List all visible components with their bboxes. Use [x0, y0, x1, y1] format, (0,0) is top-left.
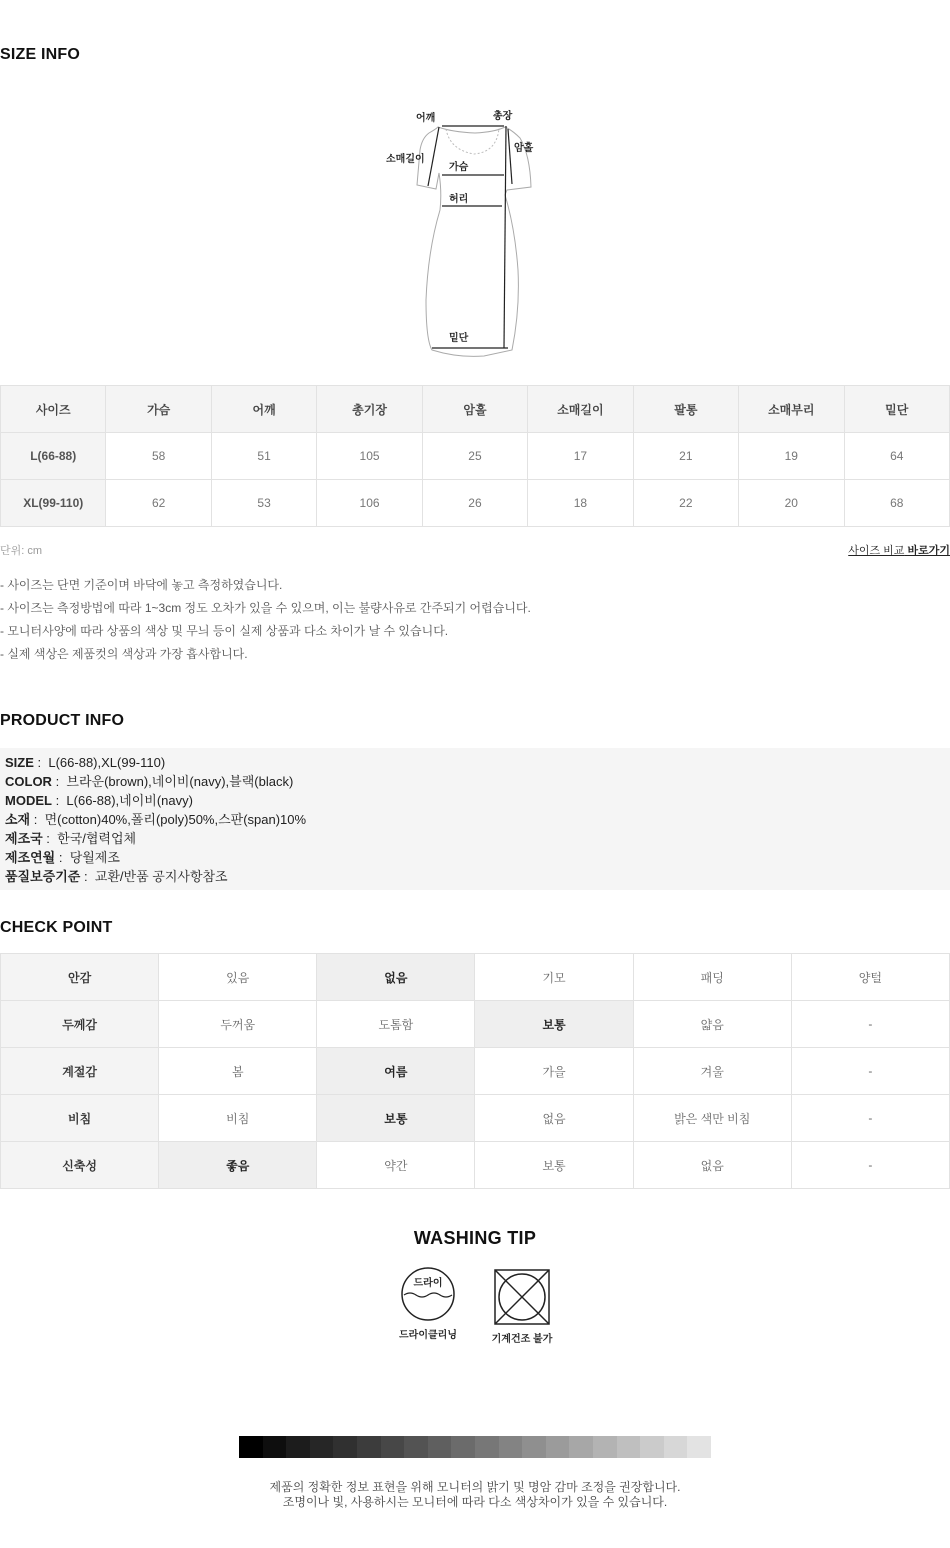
size-table-header: 소매길이 [528, 386, 633, 433]
check-point-option: 있음 [159, 954, 317, 1001]
grayscale-swatch [286, 1436, 310, 1458]
size-table-header: 소매부리 [739, 386, 844, 433]
grayscale-swatch [333, 1436, 357, 1458]
product-info-item: 소재 : 면(cotton)40%,폴리(poly)50%,스판(span)10% [5, 812, 307, 827]
check-point-label: 두께감 [1, 1001, 159, 1048]
size-notes [0, 574, 531, 666]
product-info-box [0, 748, 950, 890]
grayscale-swatch [475, 1436, 499, 1458]
grayscale-swatch [664, 1436, 688, 1458]
grayscale-swatch [357, 1436, 381, 1458]
disclaimer-line: 제품의 정확한 정보 표현을 위해 모니터의 밝기 및 명암 감마 조정을 권장합니다. [269, 1480, 681, 1494]
grayscale-swatch [499, 1436, 523, 1458]
size-table-header: 가슴 [106, 386, 211, 433]
check-point-option: 없음 [633, 1142, 791, 1189]
table-cell: 18 [528, 480, 633, 527]
check-point-option: 겨울 [633, 1048, 791, 1095]
check-point-option: 얇음 [633, 1001, 791, 1048]
table-row [1, 480, 950, 527]
product-info-value: 브라운(brown),네이비(navy),블랙(black) [66, 774, 294, 789]
dry-clean-label: 드라이클리닝 [399, 1330, 457, 1341]
table-row [1, 433, 950, 480]
waist-label: 허리 [449, 194, 469, 205]
check-point-option: 기모 [475, 954, 633, 1001]
check-point-option: 밝은 색만 비침 [633, 1095, 791, 1142]
washing-tip-title: WASHING TIP [413, 1228, 537, 1248]
table-row [1, 1048, 950, 1095]
size-note: - 실제 색상은 제품컷의 색상과 가장 흡사합니다. [0, 647, 248, 661]
product-info-label: 품질보증기준 [5, 869, 81, 884]
table-cell: 58 [106, 433, 211, 480]
product-info-label: 소재 [5, 812, 31, 827]
table-cell: 105 [317, 433, 422, 480]
check-point-table [0, 953, 950, 1189]
product-info-label: COLOR [5, 774, 52, 789]
product-info-value: 한국/협력업체 [57, 831, 137, 846]
size-note: - 사이즈는 측정방법에 따라 1~3cm 정도 오차가 있을 수 있으며, 이는 불량사유로 간주되기 어렵습니다. [0, 601, 531, 615]
check-point-option: - [791, 1095, 949, 1142]
length-label: 총장 [493, 111, 513, 122]
check-point-option: 가을 [475, 1048, 633, 1095]
product-info-value: 면(cotton)40%,폴리(poly)50%,스판(span)10% [44, 812, 307, 827]
chest-label: 가슴 [449, 162, 469, 173]
grayscale-swatch [546, 1436, 570, 1458]
table-row [1, 954, 950, 1001]
check-point-option-selected: 보통 [475, 1001, 633, 1048]
check-point-option: 두꺼움 [159, 1001, 317, 1048]
table-cell: 20 [739, 480, 844, 527]
product-info-label: 제조국 [5, 831, 43, 846]
size-name-cell: L(66-88) [1, 433, 106, 480]
table-cell: 106 [317, 480, 422, 527]
table-cell: 17 [528, 433, 633, 480]
dress-outline [417, 127, 531, 356]
armhole-line [508, 129, 512, 184]
grayscale-swatch [263, 1436, 287, 1458]
dress-neckline [446, 128, 499, 154]
sleeve-label: 소매길이 [386, 154, 425, 165]
armhole-label: 암홀 [514, 143, 534, 154]
dry-clean-icon [400, 1266, 456, 1322]
product-info-value: L(66-88),네이비(navy) [66, 793, 193, 808]
size-table-header: 암홀 [422, 386, 527, 433]
check-point-option-selected: 좋음 [159, 1142, 317, 1189]
grayscale-swatch [404, 1436, 428, 1458]
grayscale-swatch [687, 1436, 711, 1458]
product-info-item: 제조국 : 한국/협력업체 [5, 831, 137, 846]
product-info-value: 당월제조 [69, 850, 120, 865]
product-info-title: PRODUCT INFO [0, 712, 125, 729]
product-info-item: 제조연월 : 당월제조 [5, 850, 120, 865]
size-compare-link[interactable] [848, 542, 950, 558]
table-cell: 19 [739, 433, 844, 480]
size-note: - 사이즈는 단면 기준이며 바닥에 놓고 측정하였습니다. [0, 578, 283, 592]
product-info-item: 품질보증기준 : 교환/반품 공지사항참조 [5, 869, 228, 884]
grayscale-swatch [310, 1436, 334, 1458]
check-point-option: 봄 [159, 1048, 317, 1095]
table-cell: 62 [106, 480, 211, 527]
disclaimer-line: 조명이나 빛, 사용하시는 모니터에 따라 다소 색상차이가 있을 수 있습니다. [282, 1495, 668, 1509]
check-point-title: CHECK POINT [0, 919, 113, 936]
check-point-option: 도톰함 [317, 1001, 475, 1048]
check-point-label: 계절감 [1, 1048, 159, 1095]
size-table-header: 팔통 [633, 386, 738, 433]
table-cell: 64 [844, 433, 950, 480]
size-table-header: 사이즈 [1, 386, 106, 433]
check-point-option: - [791, 1001, 949, 1048]
check-point-option: 비침 [159, 1095, 317, 1142]
check-point-option-selected: 여름 [317, 1048, 475, 1095]
grayscale-swatch [239, 1436, 263, 1458]
table-row [1, 1001, 950, 1048]
check-point-label: 비침 [1, 1095, 159, 1142]
check-point-option: 없음 [475, 1095, 633, 1142]
grayscale-swatch [569, 1436, 593, 1458]
dry-clean-symbol-text: 드라이 [413, 1278, 443, 1289]
length-line [504, 126, 506, 348]
size-compare-bold: 바로가기 [907, 545, 950, 557]
check-point-option: 약간 [317, 1142, 475, 1189]
table-cell: 51 [211, 433, 316, 480]
size-compare-prefix: 사이즈 비교 [848, 545, 905, 557]
no-tumble-dry-label: 기계건조 불가 [491, 1334, 553, 1345]
no-tumble-dry-item [484, 1267, 560, 1345]
table-cell: 21 [633, 433, 738, 480]
check-point-label: 신축성 [1, 1142, 159, 1189]
grayscale-swatch [522, 1436, 546, 1458]
product-info-item: MODEL : L(66-88),네이비(navy) [5, 793, 193, 808]
size-table-header-row [1, 386, 950, 433]
size-table-header: 어깨 [211, 386, 316, 433]
product-info-label: MODEL [5, 793, 52, 808]
sleeve-line [428, 127, 439, 186]
grayscale-swatch [617, 1436, 641, 1458]
no-tumble-dry-icon [492, 1267, 552, 1327]
product-info-label: SIZE [5, 755, 34, 770]
product-info-item: SIZE : L(66-88),XL(99-110) [5, 755, 166, 770]
product-info-label: 제조연월 [5, 850, 56, 865]
check-point-option: - [791, 1142, 949, 1189]
check-point-option-selected: 없음 [317, 954, 475, 1001]
check-point-option: 패딩 [633, 954, 791, 1001]
check-point-option-selected: 보통 [317, 1095, 475, 1142]
product-info-item: COLOR : 브라운(brown),네이비(navy),블랙(black) [5, 774, 294, 789]
table-cell: 68 [844, 480, 950, 527]
monitor-disclaimer [0, 1480, 950, 1510]
table-cell: 53 [211, 480, 316, 527]
dress-size-diagram [380, 100, 550, 362]
size-table [0, 385, 950, 527]
check-point-label: 안감 [1, 954, 159, 1001]
grayscale-swatch [428, 1436, 452, 1458]
size-note: - 모니터사양에 따라 상품의 색상 및 무늬 등이 실제 상품과 다소 차이가 날 수 있습니다. [0, 624, 449, 638]
grayscale-swatch [593, 1436, 617, 1458]
product-info-value: L(66-88),XL(99-110) [48, 755, 166, 770]
product-info-value: 교환/반품 공지사항참조 [94, 869, 228, 884]
check-point-option: 양털 [791, 954, 949, 1001]
size-info-title: SIZE INFO [0, 46, 81, 63]
shoulder-label: 어깨 [416, 113, 436, 124]
check-point-option: - [791, 1048, 949, 1095]
check-point-option: 보통 [475, 1142, 633, 1189]
table-cell: 22 [633, 480, 738, 527]
size-table-header: 밑단 [844, 386, 950, 433]
dry-clean-item [392, 1266, 464, 1341]
grayscale-swatch [381, 1436, 405, 1458]
grayscale-swatch [451, 1436, 475, 1458]
grayscale-swatch [640, 1436, 664, 1458]
unit-label: 단위: cm [0, 545, 43, 557]
hem-label: 밑단 [449, 333, 469, 344]
size-name-cell: XL(99-110) [1, 480, 106, 527]
table-row [1, 1095, 950, 1142]
table-row [1, 1142, 950, 1189]
table-cell: 25 [422, 433, 527, 480]
table-cell: 26 [422, 480, 527, 527]
size-table-header: 총기장 [317, 386, 422, 433]
grayscale-calibration-bar [239, 1436, 711, 1458]
